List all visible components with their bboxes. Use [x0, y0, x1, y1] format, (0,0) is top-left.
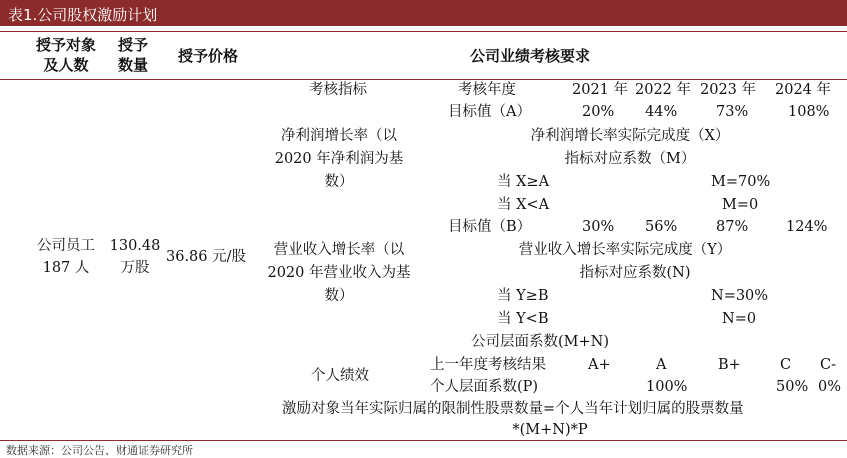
- revenue-target-2021: 30%: [582, 219, 615, 235]
- profit-target-2021: 20%: [582, 104, 615, 120]
- revenue-coef-label: 指标对应系数(N): [579, 265, 691, 281]
- grade-b-plus: B+: [718, 357, 741, 373]
- grantee-line1: 公司员工: [37, 238, 95, 254]
- header-grantee: [28, 35, 104, 75]
- grade-a-plus: A+: [588, 357, 611, 373]
- revenue-cond2: 当 Y<B: [497, 311, 549, 327]
- profit-val2: M=0: [722, 197, 759, 213]
- quantity-line2: 万股: [120, 260, 150, 276]
- header-quantity: [108, 35, 158, 75]
- table-bottom-rule: [0, 440, 847, 441]
- grade-c-minus: C-: [820, 357, 836, 373]
- profit-cond2: 当 X<A: [497, 197, 550, 213]
- year-2023: 2023 年: [700, 82, 757, 98]
- personal-result-label: 上一年度考核结果: [430, 357, 546, 373]
- profit-target-label: 目标值（A）: [448, 104, 531, 120]
- header-requirements: 公司业绩考核要求: [469, 47, 590, 65]
- profit-indicator-line1: 净利润增长率（以: [281, 128, 397, 144]
- year-2024: 2024 年: [775, 82, 832, 98]
- revenue-indicator-line1: 营业收入增长率（以: [273, 242, 405, 258]
- company-coef-label: 公司层面系数(M+N): [471, 334, 609, 350]
- profit-coef-label: 指标对应系数（M）: [564, 151, 696, 167]
- formula-line2: *(M+N)*P: [512, 422, 588, 438]
- revenue-target-label: 目标值（B）: [448, 219, 532, 235]
- profit-cond1: 当 X≥A: [497, 174, 550, 190]
- revenue-target-2023: 87%: [716, 219, 749, 235]
- table-title: 表1.公司股权激励计划: [8, 6, 158, 24]
- profit-completion-label: 净利润增长率实际完成度（X）: [530, 128, 730, 144]
- personal-label: 个人绩效: [311, 368, 369, 384]
- year-2021: 2021 年: [572, 82, 629, 98]
- revenue-indicator-line2: 2020 年营业收入为基: [267, 265, 411, 281]
- header-grantee-text: 授予对象 及人数: [35, 36, 96, 74]
- profit-indicator-line3: 数）: [324, 174, 354, 190]
- assess-indicator-label: 考核指标: [309, 82, 367, 98]
- grantee-line2: 187 人: [42, 260, 90, 276]
- personal-coef-a: 100%: [646, 379, 688, 395]
- formula-line1: 激励对象当年实际归属的限制性股票数量=个人当年计划归属的股票数量: [282, 401, 744, 417]
- revenue-completion-label: 营业收入增长率实际完成度（Y）: [518, 242, 732, 258]
- personal-coef-c-minus: 0%: [818, 379, 842, 395]
- revenue-val2: N=0: [722, 311, 757, 327]
- price-value: 36.86 元/股: [166, 249, 247, 265]
- profit-indicator-line2: 2020 年净利润为基: [274, 151, 404, 167]
- source-note: 数据来源：公司公告、财通证券研究所: [6, 444, 193, 457]
- revenue-cond1: 当 Y≥B: [497, 288, 549, 304]
- grade-c: C: [780, 357, 792, 373]
- assess-year-label: 考核年度: [458, 82, 516, 98]
- header-price: 授予价格: [177, 47, 238, 65]
- grade-a: A: [656, 357, 667, 373]
- personal-coef-c: 50%: [776, 379, 809, 395]
- year-2022: 2022 年: [635, 82, 692, 98]
- header-quantity-text: 授予 数量: [117, 36, 148, 74]
- personal-coef-label: 个人层面系数(P): [430, 379, 539, 395]
- revenue-target-2022: 56%: [645, 219, 678, 235]
- quantity-line1: 130.48: [109, 238, 161, 254]
- profit-target-2023: 73%: [716, 104, 749, 120]
- revenue-val1: N=30%: [711, 288, 769, 304]
- profit-val1: M=70%: [711, 174, 771, 190]
- revenue-indicator-line3: 数）: [324, 288, 354, 304]
- revenue-target-2024: 124%: [786, 219, 828, 235]
- table-title-bar: [0, 0, 847, 26]
- profit-target-2024: 108%: [788, 104, 830, 120]
- header-top-rule: [0, 31, 847, 32]
- profit-target-2022: 44%: [645, 104, 678, 120]
